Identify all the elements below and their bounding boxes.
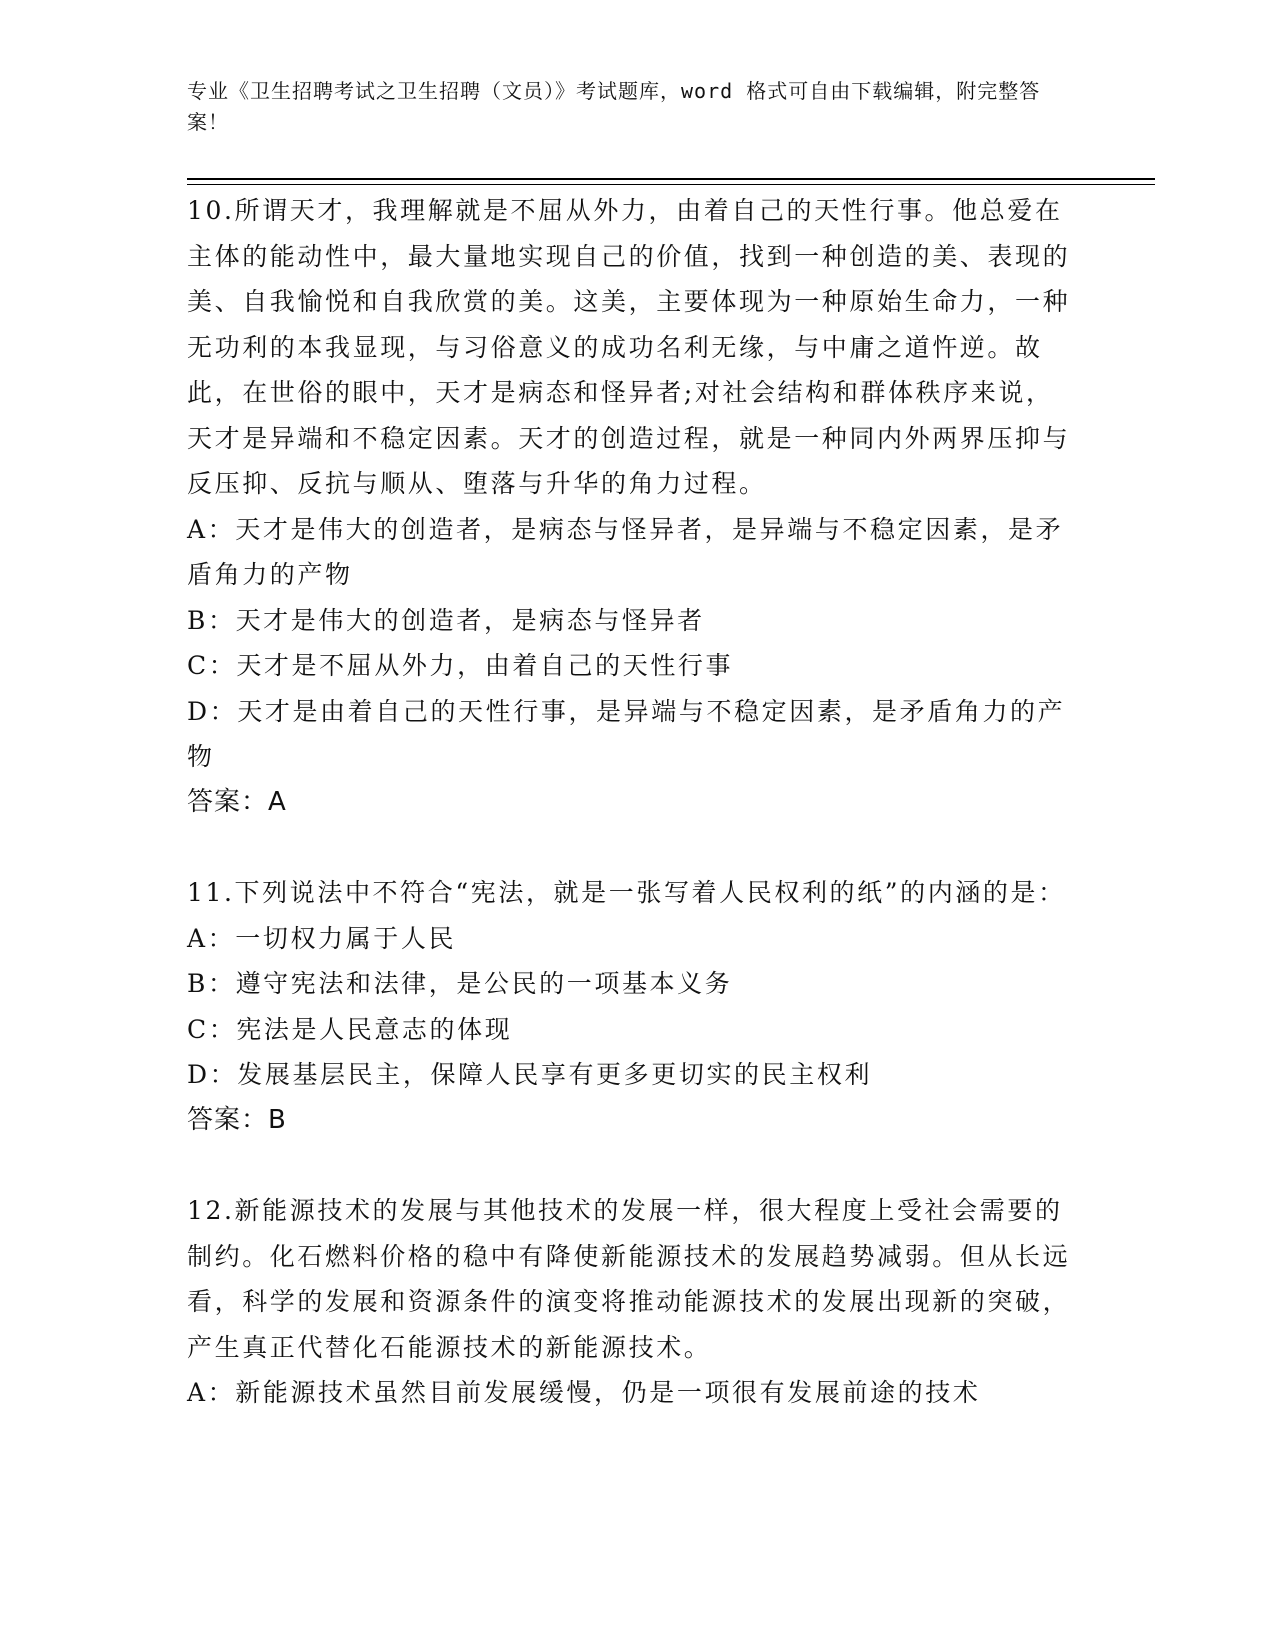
header-rule-thin [187, 184, 1155, 185]
question-stem: 12.新能源技术的发展与其他技术的发展一样，很大程度上受社会需要的制约。化石燃料价格的稳中有降使新能源技术的发展趋势减弱。但从长远看，科学的发展和资源条件的演变将推动能源技术的发展出现新的突破，产生真正代替化石能源技术的新能源技术。 [187, 1196, 1071, 1362]
question-11 [187, 870, 1077, 1143]
option-a: A：一切权力属于人民 [187, 923, 457, 953]
question-stem: 11.下列说法中不符合“宪法，就是一张写着人民权利的纸”的内涵的是： [187, 878, 1066, 907]
document-header: 专业《卫生招聘考试之卫生招聘（文员）》考试题库，word 格式可自由下载编辑，附完整答案！ [187, 79, 1041, 134]
answer-label: 答案：B [187, 1104, 287, 1135]
option-c: C：天才是不屈从外力，由着自己的天性行事 [187, 651, 734, 680]
option-b: B：遵守宪法和法律，是公民的一项基本义务 [187, 969, 733, 998]
option-d: D：发展基层民主，保障人民享有更多更切实的民主权利 [187, 1060, 873, 1089]
option-a: A：天才是伟大的创造者，是病态与怪异者，是异端与不稳定因素，是矛盾角力的产物 [187, 514, 1064, 589]
option-b: B：天才是伟大的创造者，是病态与怪异者 [187, 605, 705, 635]
question-list [187, 188, 1077, 1461]
question-stem: 10.所谓天才，我理解就是不屈从外力，由着自己的天性行事。他总爱在主体的能动性中，最大量地实现自己的价值，找到一种创造的美、表现的美、自我愉悦和自我欣赏的美。这美，主要体现为一种原始生命力，一种无功利的本我显现，与习俗意义的成功名利无缘，与中庸之道忤逆。故此，在世俗的眼中，天才是病态和怪异者;对社会结构和群体秩序来说，天才是异端和不稳定因素。天才的创造过程，就是一种同内外两界压抑与反压抑、反抗与顺从、堕落与升华的角力过程。 [187, 196, 1071, 498]
header-rule-thick [187, 178, 1155, 180]
question-10 [187, 188, 1077, 825]
answer-label: 答案：A [187, 786, 287, 817]
option-a: A：新能源技术虽然目前发展缓慢，仍是一项很有发展前途的技术 [187, 1378, 981, 1407]
option-d: D：天才是由着自己的天性行事，是异端与不稳定因素，是矛盾角力的产物 [187, 696, 1066, 771]
question-12 [187, 1188, 1077, 1416]
option-c: C：宪法是人民意志的体现 [187, 1014, 513, 1044]
